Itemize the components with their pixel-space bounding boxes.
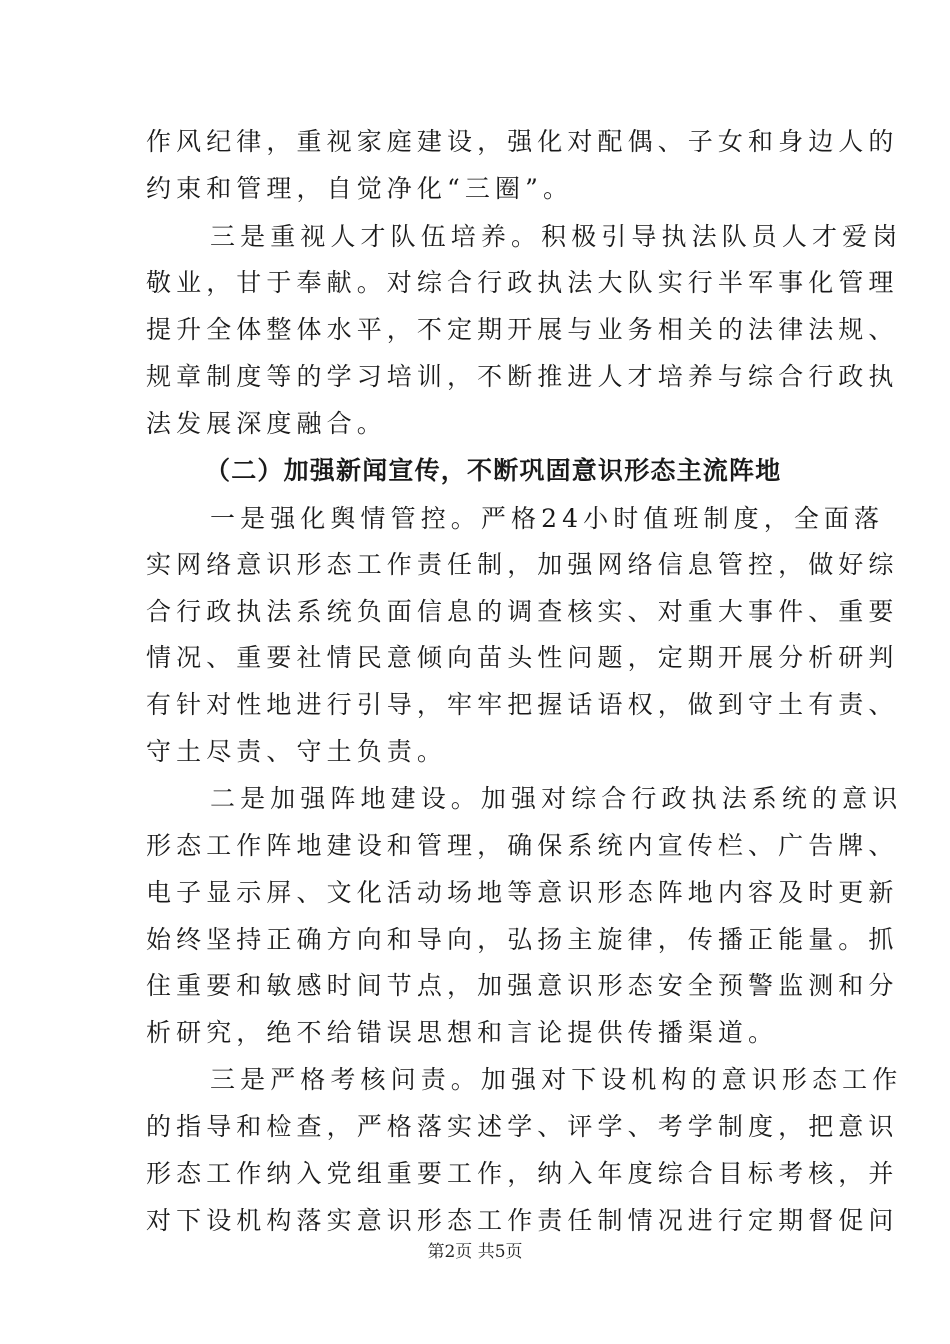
- text-line: 住重要和敏感时间节点，加强意识形态安全预警监测和分: [146, 971, 899, 1000]
- text-line: 有针对性地进行引导，牢牢把握话语权，做到守土有责、: [146, 690, 899, 719]
- text-line: 规章制度等的学习培训，不断推进人才培养与综合行政执: [146, 362, 899, 391]
- text-line: 提升全体整体水平，不定期开展与业务相关的法律法规、: [146, 315, 899, 344]
- text-line: 作风纪律，重视家庭建设，强化对配偶、子女和身边人的: [146, 127, 899, 156]
- paragraph-first-line: 三是重视人才队伍培养。积极引导执法队员人才爱岗: [210, 222, 903, 251]
- paragraph-first-line: 三是严格考核问责。加强对下设机构的意识形态工作: [210, 1065, 903, 1094]
- text-line: 约束和管理，自觉净化“三圈”。: [146, 174, 574, 203]
- text-line: 对下设机构落实意识形态工作责任制情况进行定期督促问: [146, 1206, 899, 1235]
- paragraph-first-line: 一是强化舆情管控。严格24小时值班制度，全面落: [210, 504, 885, 533]
- text-line: 守土尽责、守土负责。: [146, 737, 448, 766]
- text-line: 情况、重要社情民意倾向苗头性问题，定期开展分析研判: [146, 643, 899, 672]
- paragraph-first-line: 二是加强阵地建设。加强对综合行政执法系统的意识: [210, 784, 903, 813]
- text-line: 形态工作阵地建设和管理，确保系统内宣传栏、广告牌、: [146, 831, 899, 860]
- text-line: 始终坚持正确方向和导向，弘扬主旋律，传播正能量。抓: [146, 925, 899, 954]
- text-line: 合行政执法系统负面信息的调查核实、对重大事件、重要: [146, 597, 899, 626]
- text-line: 电子显示屏、文化活动场地等意识形态阵地内容及时更新: [146, 878, 899, 907]
- text-line: 敬业，甘于奉献。对综合行政执法大队实行半军事化管理: [146, 268, 899, 297]
- page-number-footer: 第2页 共5页: [427, 1242, 523, 1262]
- section-heading: （二）加强新闻宣传，不断巩固意识形态主流阵地: [205, 456, 782, 485]
- text-line: 形态工作纳入党组重要工作，纳入年度综合目标考核，并: [146, 1159, 899, 1188]
- text-line: 析研究，绝不给错误思想和言论提供传播渠道。: [146, 1018, 779, 1047]
- text-line: 实网络意识形态工作责任制，加强网络信息管控，做好综: [146, 550, 899, 579]
- text-line: 的指导和检查，严格落实述学、评学、考学制度，把意识: [146, 1112, 899, 1141]
- text-line: 法发展深度融合。: [146, 409, 387, 438]
